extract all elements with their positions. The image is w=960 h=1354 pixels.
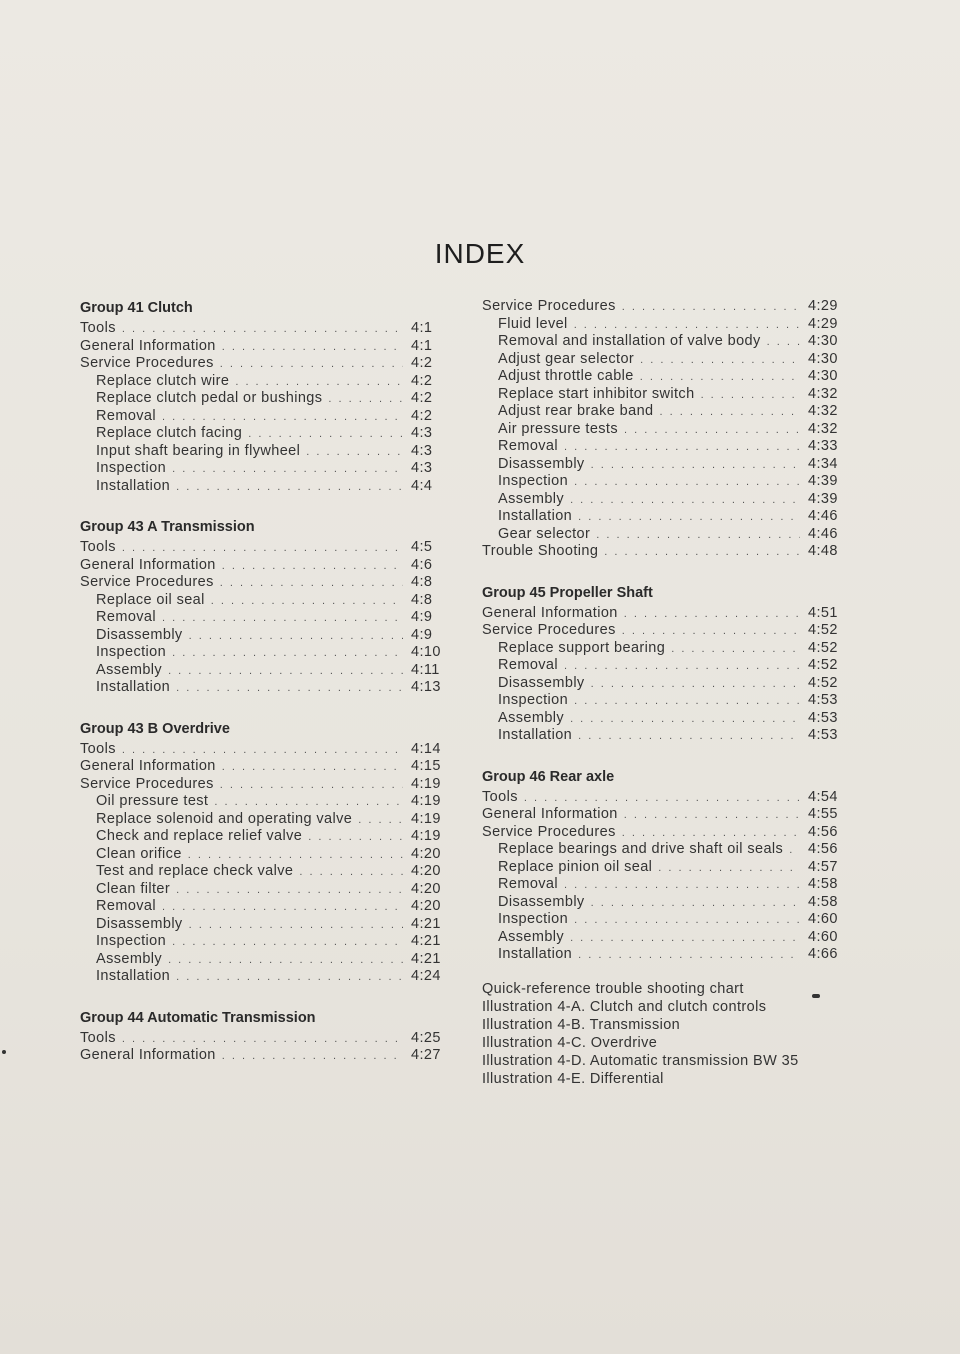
entry-page-number: 4:9 (411, 626, 433, 643)
entry-label: Installation (96, 968, 171, 984)
entry-page-number: 4:2 (411, 372, 433, 389)
index-entry (482, 368, 842, 386)
entry-page-number: 4:20 (411, 863, 441, 879)
entry-label: Fluid level (498, 315, 568, 332)
group-title: Group 43 A Transmission (80, 519, 255, 535)
entry-page-number: 4:32 (808, 403, 838, 419)
index-entry (482, 841, 842, 859)
leader-dots (176, 680, 403, 698)
leader-dots (789, 842, 800, 860)
leader-dots (671, 641, 800, 659)
leader-dots (189, 917, 403, 935)
entry-page-number: 4:11 (411, 661, 440, 678)
right-column (482, 298, 842, 1088)
entry-label: Disassembly (498, 455, 585, 472)
index-entry (80, 1047, 445, 1065)
entry-page-number: 4:66 (808, 946, 838, 962)
entry-label: General Information (482, 806, 618, 822)
entry-label: Adjust throttle cable (498, 368, 634, 384)
entry-page-number: 4:2 (411, 407, 433, 424)
entry-page-number: 4:20 (411, 898, 441, 914)
leader-dots (220, 575, 403, 593)
entry-label: Removal (498, 876, 559, 892)
entry-label: Installation (498, 508, 573, 524)
entry-label: Installation (96, 679, 171, 695)
entry-label: General Information (80, 1047, 216, 1063)
entry-label: Oil pressure test (96, 793, 209, 809)
entry-label: Replace bearings and drive shaft oil seals (498, 841, 784, 857)
index-entry (482, 727, 842, 745)
entry-label: Installation (498, 727, 573, 743)
index-entry (80, 1030, 445, 1048)
leader-dots (578, 947, 800, 965)
leader-dots (122, 742, 403, 760)
entry-page-number: 4:58 (808, 893, 838, 910)
entry-page-number: 4:60 (808, 928, 838, 945)
leader-dots (604, 544, 800, 562)
leader-dots (308, 829, 403, 847)
entry-page-number: 4:21 (411, 915, 441, 932)
index-entry (482, 456, 842, 474)
index-entry (482, 675, 842, 693)
entry-page-number: 4:51 (808, 604, 838, 621)
entry-label: General Information (80, 556, 216, 573)
leader-dots (299, 864, 403, 882)
index-entry (482, 657, 842, 675)
entry-page-number: 4:53 (808, 727, 838, 743)
entry-page-number: 4:32 (808, 420, 838, 437)
entry-label: Service Procedures (80, 574, 214, 590)
index-entry (80, 627, 445, 645)
index-entry (80, 460, 445, 478)
entry-page-number: 4:56 (808, 823, 838, 840)
leader-dots (306, 444, 403, 462)
leader-dots (172, 645, 403, 663)
entry-page-number: 4:20 (411, 845, 441, 862)
entry-page-number: 4:30 (808, 350, 838, 367)
entry-page-number: 4:8 (411, 591, 433, 608)
index-entry (80, 539, 445, 557)
entry-page-number: 4:9 (411, 609, 433, 625)
leader-dots (574, 317, 800, 335)
entry-label: Test and replace check valve (96, 863, 294, 879)
leader-dots (211, 593, 403, 611)
entry-label: Replace clutch facing (96, 425, 243, 441)
leader-dots (767, 334, 800, 352)
index-entry (482, 806, 842, 824)
entry-label: Tools (80, 539, 116, 555)
entry-page-number: 4:29 (808, 298, 838, 314)
index-entry (80, 811, 445, 829)
index-entry (482, 526, 842, 544)
entry-page-number: 4:34 (808, 455, 838, 472)
extra-entry: Illustration 4-A. Clutch and clutch controls (482, 998, 767, 1015)
entry-page-number: 4:21 (411, 950, 441, 967)
entry-label: Check and replace relief valve (96, 828, 303, 844)
group-continuation (482, 298, 842, 561)
entry-label: Removal (498, 657, 559, 673)
entry-page-number: 4:5 (411, 539, 433, 555)
extra-entry: Illustration 4-D. Automatic transmission BW 35 (482, 1052, 799, 1069)
leader-dots (222, 1048, 403, 1066)
entry-label: Inspection (498, 911, 569, 927)
leader-dots (248, 426, 403, 444)
index-entry (482, 640, 842, 658)
entry-label: Inspection (498, 473, 569, 489)
entry-page-number: 4:53 (808, 709, 838, 726)
entry-label: Replace clutch wire (96, 372, 230, 389)
group-title: Group 46 Rear axle (482, 768, 615, 785)
entry-page-number: 4:19 (411, 775, 441, 792)
entry-page-number: 4:1 (411, 320, 433, 336)
index-entry (80, 478, 445, 496)
entry-page-number: 4:3 (411, 460, 433, 476)
entry-page-number: 4:52 (808, 622, 838, 638)
group-title: Group 43 B Overdrive (80, 720, 230, 737)
leader-dots (176, 969, 403, 987)
entry-page-number: 4:2 (411, 390, 433, 406)
leader-dots (176, 882, 403, 900)
index-entry (482, 859, 842, 877)
leader-dots (222, 759, 403, 777)
index-entry (482, 911, 842, 929)
leader-dots (222, 339, 403, 357)
leader-dots (358, 812, 403, 830)
index-entry (482, 438, 842, 456)
leader-dots (235, 374, 403, 392)
leader-dots (168, 663, 403, 681)
index-entry (482, 710, 842, 728)
group-title: Group 45 Propeller Shaft (482, 584, 653, 601)
leader-dots (591, 676, 800, 694)
entry-label: Assembly (96, 950, 163, 967)
index-entry (482, 543, 842, 561)
leader-dots (570, 711, 800, 729)
index-entry (482, 473, 842, 491)
extra-entry: Illustration 4-B. Transmission (482, 1016, 681, 1033)
extra-entry: Illustration 4-E. Differential (482, 1070, 664, 1087)
entry-page-number: 4:46 (808, 508, 838, 524)
index-entry (482, 824, 842, 842)
index-entry (80, 968, 445, 986)
index-entry (482, 333, 842, 351)
entry-page-number: 4:3 (411, 442, 433, 459)
leader-dots (172, 461, 403, 479)
leader-dots (564, 658, 800, 676)
index-entry (80, 425, 445, 443)
index-entry (80, 776, 445, 794)
leader-dots (570, 930, 800, 948)
entry-label: Service Procedures (482, 622, 616, 638)
entry-page-number: 4:52 (808, 674, 838, 691)
index-entry (482, 605, 842, 623)
index-entry (80, 320, 445, 338)
entry-label: Clean filter (96, 880, 171, 897)
index-entry (80, 574, 445, 592)
entry-label: Service Procedures (482, 298, 616, 314)
entry-page-number: 4:58 (808, 876, 838, 892)
index-entry (80, 846, 445, 864)
entry-label: Replace pinion oil seal (498, 858, 653, 875)
entry-page-number: 4:33 (808, 438, 838, 454)
extras-list (482, 980, 842, 1088)
index-entry (482, 789, 842, 807)
index-group (80, 719, 445, 986)
entry-page-number: 4:15 (411, 758, 441, 774)
leader-dots (622, 623, 800, 641)
leader-dots (122, 1031, 403, 1049)
entry-label: Disassembly (498, 893, 585, 910)
entry-page-number: 4:32 (808, 385, 838, 402)
index-entry (80, 408, 445, 426)
entry-page-number: 4:2 (411, 355, 433, 371)
leader-dots (222, 558, 403, 576)
entry-page-number: 4:29 (808, 315, 838, 332)
entry-label: Assembly (96, 661, 163, 678)
leader-dots (168, 952, 403, 970)
index-entry (482, 622, 842, 640)
entry-label: Installation (96, 477, 171, 494)
leader-dots (172, 934, 403, 952)
entry-label: Removal (96, 898, 157, 914)
index-entry (80, 557, 445, 575)
leader-dots (122, 540, 403, 558)
entry-label: Gear selector (498, 525, 591, 542)
index-entry (482, 298, 842, 316)
extra-entry: Quick-reference trouble shooting chart (482, 980, 744, 997)
leader-dots (176, 479, 403, 497)
leader-dots (658, 860, 800, 878)
entry-label: Service Procedures (80, 775, 214, 792)
entry-label: Adjust rear brake band (498, 403, 654, 419)
index-entry (80, 355, 445, 373)
left-column (80, 298, 445, 1087)
entry-label: General Information (80, 337, 216, 354)
entry-label: Input shaft bearing in flywheel (96, 442, 301, 459)
index-group (80, 517, 445, 697)
index-entry (80, 881, 445, 899)
entry-label: Tools (482, 788, 518, 805)
entry-page-number: 4:8 (411, 574, 433, 590)
index-entry (80, 373, 445, 391)
index-entry (80, 933, 445, 951)
index-entry (482, 316, 842, 334)
entry-page-number: 4:3 (411, 425, 433, 441)
leader-dots (570, 492, 800, 510)
index-entry (482, 508, 842, 526)
leader-dots (660, 404, 801, 422)
entry-label: Replace support bearing (498, 639, 666, 656)
entry-page-number: 4:27 (411, 1047, 441, 1063)
entry-page-number: 4:52 (808, 657, 838, 673)
entry-page-number: 4:30 (808, 333, 838, 349)
entry-page-number: 4:21 (411, 933, 441, 949)
entry-page-number: 4:24 (411, 968, 441, 984)
entry-label: Tools (80, 740, 116, 757)
entry-page-number: 4:20 (411, 880, 441, 897)
leader-dots (640, 369, 800, 387)
index-entry (80, 338, 445, 356)
entry-page-number: 4:55 (808, 806, 838, 822)
leader-dots (578, 509, 800, 527)
leader-dots (189, 628, 403, 646)
leader-dots (622, 299, 800, 317)
index-entry (80, 679, 445, 697)
entry-label: Removal (96, 609, 157, 625)
entry-label: Trouble Shooting (482, 543, 599, 559)
entry-label: Replace solenoid and operating valve (96, 810, 353, 827)
entry-label: Service Procedures (482, 823, 616, 840)
group-title: Group 44 Automatic Transmission (80, 1009, 316, 1026)
group-title: Group 41 Clutch (80, 300, 193, 316)
index-entry (482, 894, 842, 912)
entry-label: Inspection (498, 692, 569, 708)
leader-dots (591, 457, 800, 475)
entry-label: Removal (96, 407, 157, 424)
entry-page-number: 4:53 (808, 692, 838, 708)
entry-page-number: 4:52 (808, 639, 838, 656)
leader-dots (591, 895, 800, 913)
entry-label: Assembly (498, 928, 565, 945)
index-entry (80, 609, 445, 627)
leader-dots (162, 409, 403, 427)
index-entry (80, 390, 445, 408)
entry-page-number: 4:46 (808, 525, 838, 542)
index-entry (482, 692, 842, 710)
entry-page-number: 4:30 (808, 368, 838, 384)
entry-label: General Information (482, 604, 618, 621)
leader-dots (640, 352, 800, 370)
leader-dots (564, 439, 800, 457)
leader-dots (624, 606, 800, 624)
index-entry (80, 592, 445, 610)
entry-page-number: 4:6 (411, 556, 433, 573)
entry-label: Tools (80, 1029, 116, 1046)
entry-page-number: 4:13 (411, 679, 441, 695)
index-entry (482, 929, 842, 947)
entry-label: Clean orifice (96, 845, 182, 862)
entry-label: Adjust gear selector (498, 350, 635, 367)
index-entry (80, 863, 445, 881)
index-entry (80, 951, 445, 969)
leader-dots (220, 356, 403, 374)
entry-label: Assembly (498, 709, 565, 726)
leader-dots (162, 610, 403, 628)
entry-page-number: 4:39 (808, 473, 838, 489)
entry-label: Disassembly (498, 674, 585, 691)
leader-dots (622, 825, 800, 843)
entry-label: Inspection (96, 460, 167, 476)
index-entry (482, 421, 842, 439)
index-entry (80, 758, 445, 776)
leader-dots (596, 527, 800, 545)
leader-dots (574, 912, 800, 930)
leader-dots (122, 321, 403, 339)
index-entry (80, 662, 445, 680)
right-groups (482, 583, 842, 964)
index-entry (482, 491, 842, 509)
index-entry (482, 946, 842, 964)
index-group (482, 767, 842, 964)
leader-dots (328, 391, 403, 409)
leader-dots (188, 847, 403, 865)
ink-dot (2, 1050, 6, 1054)
entry-page-number: 4:14 (411, 740, 441, 757)
entry-label: General Information (80, 758, 216, 774)
index-group (80, 1008, 445, 1065)
index-entry (80, 916, 445, 934)
leader-dots (162, 899, 403, 917)
index-entry (482, 876, 842, 894)
index-entry (482, 351, 842, 369)
entry-page-number: 4:10 (411, 644, 441, 660)
leader-dots (701, 387, 800, 405)
entry-page-number: 4:25 (411, 1029, 441, 1046)
entry-label: Air pressure tests (498, 420, 619, 437)
index-entry (482, 386, 842, 404)
index-entry (482, 403, 842, 421)
leader-dots (524, 790, 800, 808)
index-entry (80, 898, 445, 916)
index-entry (80, 793, 445, 811)
leader-dots (574, 474, 800, 492)
leader-dots (564, 877, 800, 895)
entry-page-number: 4:39 (808, 490, 838, 507)
index-group (80, 298, 445, 495)
entry-label: Removal (498, 438, 559, 454)
leader-dots (578, 728, 800, 746)
entry-label: Inspection (96, 933, 167, 949)
entry-label: Disassembly (96, 626, 183, 643)
entry-page-number: 4:19 (411, 810, 441, 827)
entry-label: Inspection (96, 644, 167, 660)
entry-page-number: 4:56 (808, 841, 838, 857)
leader-dots (214, 794, 403, 812)
entry-label: Assembly (498, 490, 565, 507)
index-entry (80, 741, 445, 759)
leader-dots (624, 422, 800, 440)
page-title: INDEX (434, 238, 526, 269)
entry-label: Tools (80, 320, 116, 336)
entry-label: Installation (498, 946, 573, 962)
entry-label: Service Procedures (80, 355, 214, 371)
entry-label: Removal and installation of valve body (498, 333, 761, 349)
entry-page-number: 4:54 (808, 788, 838, 805)
entry-page-number: 4:4 (411, 477, 433, 494)
leader-dots (624, 807, 800, 825)
ink-mark (812, 994, 820, 998)
entry-page-number: 4:48 (808, 543, 838, 559)
index-group (482, 583, 842, 745)
entry-page-number: 4:19 (411, 793, 441, 809)
entry-page-number: 4:60 (808, 911, 838, 927)
index-entry (80, 828, 445, 846)
leader-dots (220, 777, 403, 795)
index-entry (80, 443, 445, 461)
entry-label: Replace start inhibitor switch (498, 385, 695, 402)
entry-label: Replace oil seal (96, 591, 205, 608)
entry-page-number: 4:57 (808, 858, 838, 875)
entry-page-number: 4:1 (411, 337, 433, 354)
index-entry (80, 644, 445, 662)
extra-entry: Illustration 4-C. Overdrive (482, 1034, 658, 1051)
leader-dots (574, 693, 800, 711)
entry-label: Disassembly (96, 915, 183, 932)
entry-label: Replace clutch pedal or bushings (96, 390, 323, 406)
entry-page-number: 4:19 (411, 828, 441, 844)
